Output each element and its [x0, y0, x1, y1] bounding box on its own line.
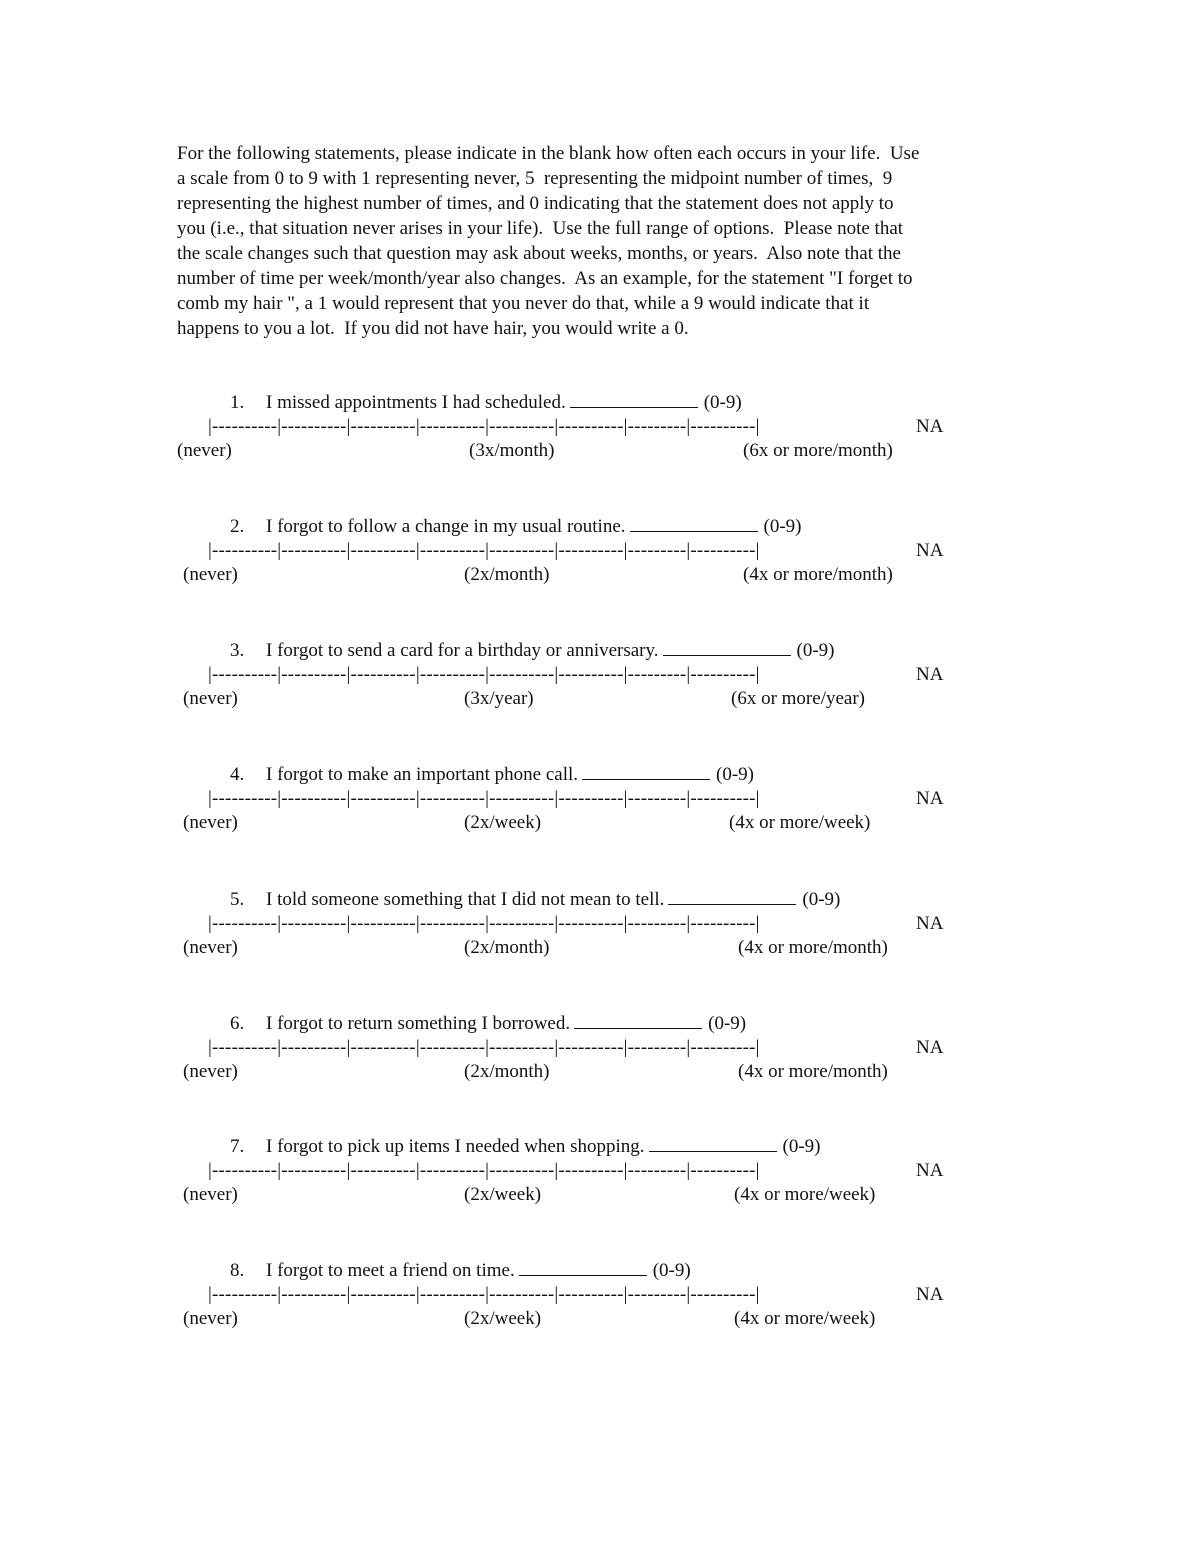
scale-mid-label: (2x/month) — [464, 937, 550, 958]
answer-blank[interactable] — [570, 389, 698, 408]
question-item — [0, 613, 1200, 723]
question-statement: I told someone something that I did not mean to tell. — [266, 889, 665, 910]
scale-low-label: (never) — [183, 1308, 238, 1329]
scale-low-label: (never) — [177, 440, 232, 461]
range-label: (0-9) — [652, 1260, 691, 1281]
instructions-line: happens to you a lot. If you did not have hair, you would write a 0. — [177, 318, 689, 339]
question-item — [0, 1109, 1200, 1219]
na-label: NA — [916, 1160, 944, 1181]
instructions-line: For the following statements, please indicate in the blank how often each occurs in your life. Use — [177, 143, 920, 164]
answer-blank[interactable] — [582, 761, 710, 780]
question-number: 7. — [230, 1136, 245, 1157]
question-item — [0, 365, 1200, 475]
question-statement: I forgot to make an important phone call. — [266, 764, 579, 785]
na-label: NA — [916, 788, 944, 809]
answer-blank[interactable] — [574, 1010, 702, 1029]
frequency-scale: |----------|----------|----------|----------|----------|----------|---------|----------| — [208, 664, 760, 685]
scale-mid-label: (2x/week) — [464, 1184, 542, 1205]
scale-high-label: (4x or more/week) — [734, 1308, 876, 1329]
answer-blank[interactable] — [663, 637, 791, 656]
frequency-scale: |----------|----------|----------|----------|----------|----------|---------|----------| — [208, 1160, 760, 1181]
question-number: 2. — [230, 516, 245, 537]
frequency-scale: |----------|----------|----------|----------|----------|----------|---------|----------| — [208, 1284, 760, 1305]
scale-high-label: (6x or more/month) — [743, 440, 893, 461]
scale-low-label: (never) — [183, 1184, 238, 1205]
scale-low-label: (never) — [183, 812, 238, 833]
scale-low-label: (never) — [183, 937, 238, 958]
instructions-line: a scale from 0 to 9 with 1 representing never, 5 representing the midpoint number of times, 9 — [177, 168, 893, 189]
answer-blank[interactable] — [630, 513, 758, 532]
question-number: 5. — [230, 889, 245, 910]
question-item — [0, 489, 1200, 599]
instructions-line: the scale changes such that question may ask about weeks, months, or years. Also note that the — [177, 243, 901, 264]
question-number: 1. — [230, 392, 245, 413]
frequency-scale: |----------|----------|----------|----------|----------|----------|---------|----------| — [208, 416, 760, 437]
scale-mid-label: (2x/month) — [464, 564, 550, 585]
scale-high-label: (6x or more/year) — [731, 688, 865, 709]
question-statement: I forgot to pick up items I needed when shopping. — [266, 1136, 645, 1157]
scale-low-label: (never) — [183, 1061, 238, 1082]
range-label: (0-9) — [763, 516, 802, 537]
scale-mid-label: (2x/week) — [464, 1308, 542, 1329]
instructions-line: you (i.e., that situation never arises in your life). Use the full range of options. Please note that — [177, 218, 904, 239]
scale-mid-label: (3x/year) — [464, 688, 534, 709]
instructions-line: representing the highest number of times, and 0 indicating that the statement does not apply to — [177, 193, 894, 214]
range-label: (0-9) — [703, 392, 742, 413]
frequency-scale: |----------|----------|----------|----------|----------|----------|---------|----------| — [208, 913, 760, 934]
question-statement: I forgot to follow a change in my usual routine. — [266, 516, 626, 537]
question-statement: I missed appointments I had scheduled. — [266, 392, 566, 413]
instructions-line: number of time per week/month/year also changes. As an example, for the statement "I forget to — [177, 268, 913, 289]
frequency-scale: |----------|----------|----------|----------|----------|----------|---------|----------| — [208, 540, 760, 561]
question-number: 3. — [230, 640, 245, 661]
na-label: NA — [916, 664, 944, 685]
range-label: (0-9) — [802, 889, 841, 910]
range-label: (0-9) — [708, 1013, 747, 1034]
question-number: 8. — [230, 1260, 245, 1281]
scale-high-label: (4x or more/week) — [729, 812, 871, 833]
na-label: NA — [916, 913, 944, 934]
scale-mid-label: (3x/month) — [469, 440, 555, 461]
question-statement: I forgot to meet a friend on time. — [266, 1260, 515, 1281]
scale-mid-label: (2x/week) — [464, 812, 542, 833]
question-statement: I forgot to return something I borrowed. — [266, 1013, 571, 1034]
question-number: 4. — [230, 764, 245, 785]
answer-blank[interactable] — [519, 1257, 647, 1276]
instructions-line: comb my hair ", a 1 would represent that you never do that, while a 9 would indicate that it — [177, 293, 870, 314]
scale-mid-label: (2x/month) — [464, 1061, 550, 1082]
question-item — [0, 1233, 1200, 1343]
frequency-scale: |----------|----------|----------|----------|----------|----------|---------|----------| — [208, 788, 760, 809]
scale-high-label: (4x or more/week) — [734, 1184, 876, 1205]
scale-high-label: (4x or more/month) — [738, 937, 888, 958]
question-item — [0, 986, 1200, 1096]
na-label: NA — [916, 1037, 944, 1058]
scale-high-label: (4x or more/month) — [743, 564, 893, 585]
frequency-scale: |----------|----------|----------|----------|----------|----------|---------|----------| — [208, 1037, 760, 1058]
scale-high-label: (4x or more/month) — [738, 1061, 888, 1082]
scale-low-label: (never) — [183, 564, 238, 585]
range-label: (0-9) — [796, 640, 835, 661]
question-item — [0, 862, 1200, 972]
range-label: (0-9) — [716, 764, 754, 785]
scale-low-label: (never) — [183, 688, 238, 709]
answer-blank[interactable] — [668, 886, 796, 905]
question-number: 6. — [230, 1013, 245, 1034]
na-label: NA — [916, 416, 944, 437]
question-item — [0, 737, 1200, 847]
answer-blank[interactable] — [649, 1133, 777, 1152]
range-label: (0-9) — [782, 1136, 821, 1157]
na-label: NA — [916, 540, 944, 561]
na-label: NA — [916, 1284, 944, 1305]
question-statement: I forgot to send a card for a birthday or anniversary. — [266, 640, 659, 661]
